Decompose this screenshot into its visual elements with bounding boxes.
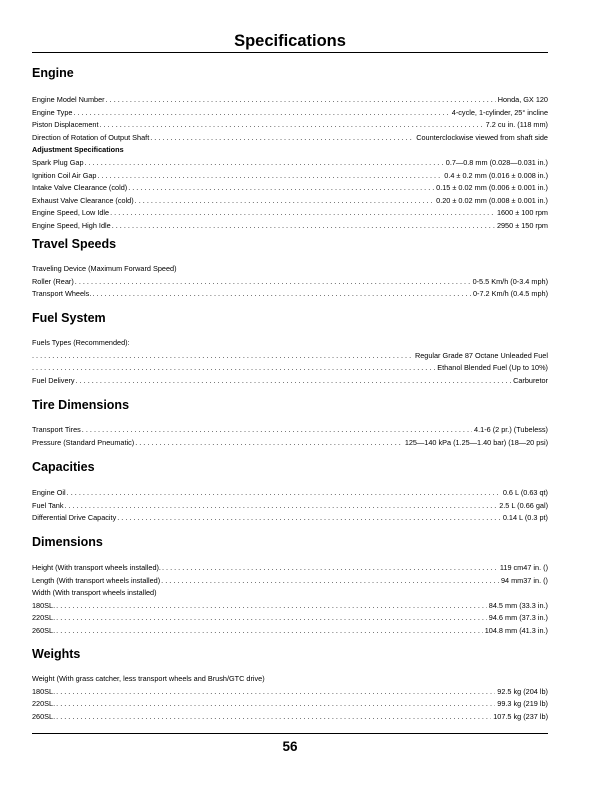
spec-row bbox=[32, 600, 548, 613]
section-travel-speeds bbox=[32, 236, 548, 301]
spec-group-label bbox=[32, 673, 548, 686]
dot-leader bbox=[135, 195, 434, 208]
spec-row bbox=[32, 512, 548, 525]
spec-row bbox=[32, 612, 548, 625]
dot-leader bbox=[56, 698, 495, 711]
dot-leader bbox=[106, 94, 496, 107]
spec-subheading-label: Adjustment Specifications bbox=[32, 145, 124, 155]
spec-value: 2950 ± 150 rpm bbox=[496, 220, 548, 230]
spec-label: Spark Plug Gap bbox=[32, 157, 84, 167]
spec-label: Differential Drive Capacity bbox=[32, 513, 117, 523]
spec-row bbox=[32, 562, 548, 575]
spec-label: 180SL. bbox=[32, 600, 56, 610]
dot-leader bbox=[32, 362, 435, 375]
spec-label: Pressure (Standard Pneumatic) bbox=[32, 437, 135, 447]
header-rule bbox=[32, 52, 548, 53]
spec-label: Engine Type bbox=[32, 107, 73, 117]
spec-value: 0.4 ± 0.2 mm (0.016 ± 0.008 in.) bbox=[444, 170, 548, 180]
spec-subheading bbox=[32, 144, 548, 157]
spec-label: Roller (Rear) bbox=[32, 276, 74, 286]
spec-label: Width (With transport wheels installed) bbox=[32, 588, 157, 598]
spec-value: 107.5 kg (237 lb) bbox=[493, 711, 548, 721]
spec-row bbox=[32, 575, 548, 588]
dot-leader bbox=[110, 207, 495, 220]
dot-leader bbox=[73, 107, 449, 120]
dot-leader bbox=[82, 424, 472, 437]
spec-row bbox=[32, 437, 548, 450]
spec-value: 92.5 kg (204 lb) bbox=[497, 686, 548, 696]
spec-label: Ignition Coil Air Gap bbox=[32, 170, 97, 180]
dot-leader bbox=[135, 437, 403, 450]
dot-leader bbox=[56, 612, 487, 625]
spec-value: 99.3 kg (219 lb) bbox=[497, 699, 548, 709]
spec-group-label bbox=[32, 263, 548, 276]
dot-leader bbox=[112, 220, 495, 233]
spec-label: Length (With transport wheels installed) bbox=[32, 575, 161, 585]
section-title-fuel-system: Fuel System bbox=[32, 311, 106, 325]
spec-row bbox=[32, 500, 548, 513]
section-title-travel-speeds: Travel Speeds bbox=[32, 237, 117, 251]
dot-leader bbox=[117, 512, 501, 525]
spec-value: 7.2 cu in. (118 mm) bbox=[485, 120, 548, 130]
spec-row bbox=[32, 195, 548, 208]
section-tire-dimensions bbox=[32, 397, 548, 449]
spec-label: Engine Speed, High Idle bbox=[32, 220, 111, 230]
section-engine bbox=[32, 65, 548, 233]
spec-value: 2.5 L (0.66 gal) bbox=[499, 500, 548, 510]
spec-row bbox=[32, 276, 548, 289]
dot-leader bbox=[161, 575, 499, 588]
spec-value: 1600 ± 100 rpm bbox=[496, 208, 548, 218]
spec-value: 0-5.5 Km/h (0-3.4 mph) bbox=[472, 276, 548, 286]
spec-row bbox=[32, 625, 548, 638]
dot-leader bbox=[85, 157, 444, 170]
dot-leader bbox=[92, 288, 471, 301]
spec-row bbox=[32, 207, 548, 220]
spec-value: 0.15 ± 0.02 mm (0.006 ± 0.001 in.) bbox=[436, 183, 548, 193]
dot-leader bbox=[75, 276, 471, 289]
dot-leader bbox=[76, 375, 512, 388]
spec-value: 94 mm37 in. () bbox=[500, 575, 548, 585]
spec-label: Direction of Rotation of Output Shaft bbox=[32, 132, 150, 142]
page-number: 56 bbox=[282, 739, 298, 754]
dot-leader bbox=[98, 170, 443, 183]
spec-label: Intake Valve Clearance (cold) bbox=[32, 183, 128, 193]
spec-label: Fuel Delivery bbox=[32, 375, 75, 385]
spec-row bbox=[32, 711, 548, 724]
spec-group-label bbox=[32, 587, 548, 600]
dot-leader bbox=[32, 350, 413, 363]
spec-row bbox=[32, 424, 548, 437]
dot-leader bbox=[56, 711, 491, 724]
spec-value: 104.8 mm (41.3 in.) bbox=[484, 625, 548, 635]
dot-leader bbox=[56, 600, 487, 613]
spec-row bbox=[32, 132, 548, 145]
spec-value: Regular Grade 87 Octane Unleaded Fuel bbox=[414, 350, 548, 360]
section-title-weights: Weights bbox=[32, 647, 81, 661]
dot-leader bbox=[128, 182, 434, 195]
section-fuel-system bbox=[32, 310, 548, 387]
spec-label: 220SL. bbox=[32, 613, 56, 623]
spec-row bbox=[32, 170, 548, 183]
section-weights bbox=[32, 646, 548, 723]
spec-label: Piston Displacement bbox=[32, 120, 99, 130]
spec-row bbox=[32, 288, 548, 301]
spec-value: 0-7.2 Km/h (0.4.5 mph) bbox=[472, 289, 548, 299]
spec-label: Weight (With grass catcher, less transport wheels and Brush/GTC drive) bbox=[32, 674, 265, 683]
spec-row bbox=[32, 362, 548, 375]
spec-row bbox=[32, 350, 548, 363]
spec-value: 84.5 mm (33.3 in.) bbox=[488, 600, 548, 610]
spec-value: 0.20 ± 0.02 mm (0.008 ± 0.001 in.) bbox=[436, 195, 548, 205]
spec-group-label bbox=[32, 337, 548, 350]
section-title-engine: Engine bbox=[32, 66, 74, 80]
spec-row bbox=[32, 686, 548, 699]
dot-leader bbox=[56, 625, 483, 638]
section-title-capacities: Capacities bbox=[32, 460, 95, 474]
spec-label: Engine Model Number bbox=[32, 95, 105, 104]
spec-label: 260SL. bbox=[32, 711, 56, 721]
spec-value: Ethanol Blended Fuel (Up to 10%) bbox=[437, 363, 548, 373]
dot-leader bbox=[67, 487, 501, 500]
page-title: Specifications bbox=[234, 32, 346, 50]
dot-leader bbox=[56, 686, 495, 699]
spec-label: Engine Oil bbox=[32, 488, 66, 497]
dot-leader bbox=[162, 562, 498, 575]
spec-row bbox=[32, 182, 548, 195]
footer-rule bbox=[32, 733, 548, 734]
spec-row bbox=[32, 698, 548, 711]
spec-value: 94.6 mm (37.3 in.) bbox=[488, 613, 548, 623]
spec-value: Counterclockwise viewed from shaft side bbox=[416, 132, 548, 142]
dot-leader bbox=[65, 500, 498, 513]
section-title-dimensions: Dimensions bbox=[32, 535, 103, 549]
spec-row bbox=[32, 94, 548, 107]
spec-label: Fuels Types (Recommended): bbox=[32, 338, 130, 347]
dot-leader bbox=[100, 119, 484, 132]
spec-label: 180SL. bbox=[32, 686, 56, 696]
spec-value: 119 cm47 in. () bbox=[499, 563, 548, 572]
spec-value: 4.1-6 (2 pr.) (Tubeless) bbox=[474, 425, 548, 434]
spec-label: Fuel Tank bbox=[32, 500, 64, 510]
spec-label: Height (With transport wheels installed). bbox=[32, 563, 161, 572]
spec-value: 125—140 kPa (1.25—1.40 bar) (18—20 psi) bbox=[404, 437, 548, 447]
spec-value: 0.14 L (0.3 pt) bbox=[502, 513, 548, 523]
section-capacities bbox=[32, 459, 548, 525]
spec-row bbox=[32, 220, 548, 233]
spec-row bbox=[32, 119, 548, 132]
section-dimensions bbox=[32, 534, 548, 638]
spec-row bbox=[32, 375, 548, 388]
spec-row bbox=[32, 487, 548, 500]
spec-label: Engine Speed, Low Idle bbox=[32, 208, 110, 218]
spec-row bbox=[32, 107, 548, 120]
spec-label: Transport Wheels. bbox=[32, 289, 92, 299]
spec-label: 260SL. bbox=[32, 625, 56, 635]
dot-leader bbox=[150, 132, 414, 145]
spec-value: 4-cycle, 1-cylinder, 25° incline bbox=[451, 107, 548, 117]
spec-label: Traveling Device (Maximum Forward Speed) bbox=[32, 264, 177, 273]
spec-value: 0.7—0.8 mm (0.028—0.031 in.) bbox=[445, 157, 548, 167]
section-title-tire-dimensions: Tire Dimensions bbox=[32, 398, 130, 412]
spec-value: Carburetor bbox=[513, 375, 548, 385]
spec-label: Transport Tires bbox=[32, 425, 81, 434]
spec-value: Honda, GX 120 bbox=[497, 95, 548, 104]
spec-label: Exhaust Valve Clearance (cold) bbox=[32, 195, 134, 205]
spec-row bbox=[32, 157, 548, 170]
spec-value: 0.6 L (0.63 qt) bbox=[502, 488, 548, 497]
spec-label: 220SL. bbox=[32, 699, 56, 709]
